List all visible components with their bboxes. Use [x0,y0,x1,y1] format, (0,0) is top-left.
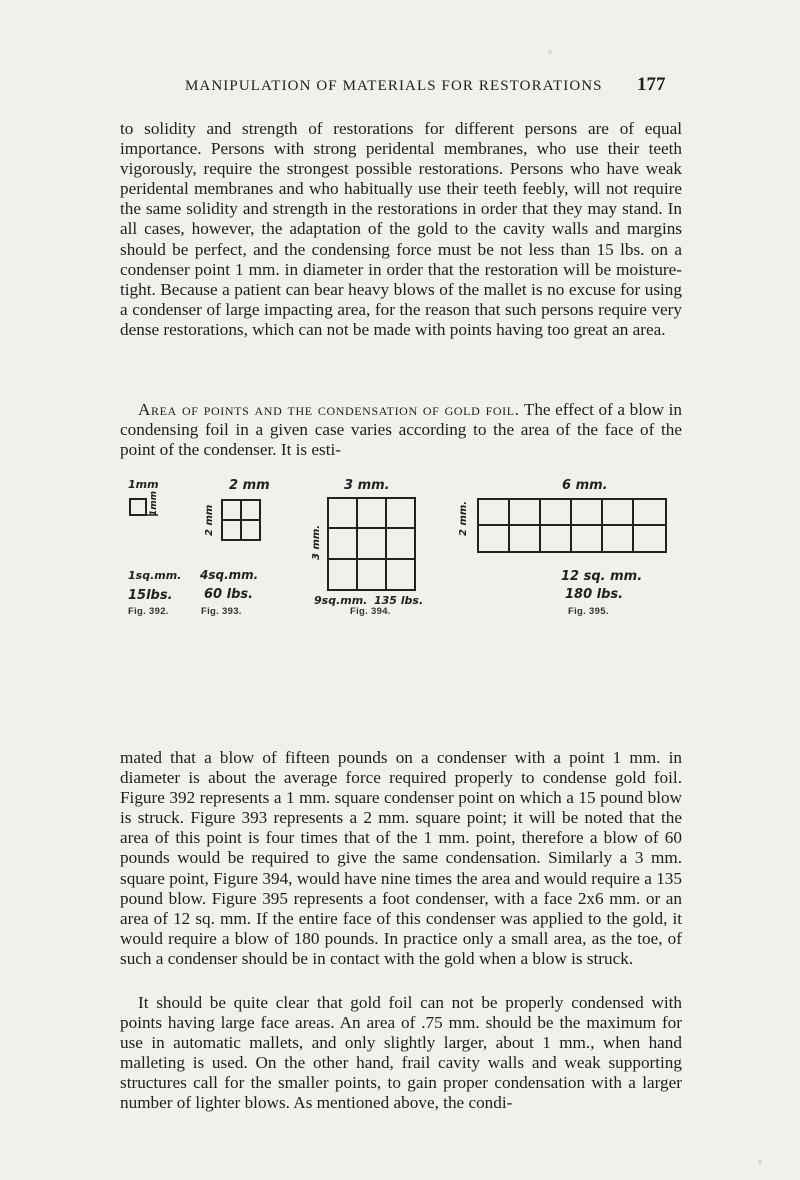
paragraph-3: mated that a blow of fifteen pounds on a condenser with a point 1 mm. in diameter is about the average force required properly to condense gold foil. Figure 392 represents a 1 mm. square condenser point on which a 15 pound blow is struck. Figure 393 represents a 2 mm. square point; it will be noted that the area of this point is four times that of the 1 mm. point, therefore a blow of 60 pounds would be required to give the same condensation. Similarly a 3 mm. square point, Figure 394, would have nine times the area and would require a 135 pound blow. Figure 395 represents a foot condenser, with a face 2x6 mm. or an area of 12 sq. mm. If the entire face of this condenser was applied to the gold, it would require a blow of 180 pounds. In practice only a small area, as the toe, of such a condenser should be in contact with the gold when a blow is struck. [120,748,682,968]
paragraph-1: to solidity and strength of restorations for different persons are of equal importance. Persons with strong peridental membranes, who use their teeth vigorously, require the strongest possible restorations. Persons who have weak peridental membranes and who habitually use their teeth feebly, will not require the same solidity and strength in the restorations in order that they may stand. In all cases, however, the adaptation of the gold to the cavity walls and margins should be perfect, and the condensing force must be not less than 15 lbs. on a condenser point 1 mm. in diameter in order that the restoration will be moisture-tight. Because a patient can bear heavy blows of the mallet is no excuse for using a condenser of large impacting area, for the reason that such persons require very dense restorations, which can not be made with points having too great an area. [120,119,682,339]
running-title: MANIPULATION OF MATERIALS FOR RESTORATIONS [185,78,603,94]
fig395-area: 12 sq. mm. [561,569,643,584]
fig392-top-label: 1mm [128,478,159,491]
figure-394 [300,478,430,618]
fig394-top-label: 3 mm. [344,478,390,493]
paragraph-2 [120,400,682,460]
fig393-top-label: 2 mm [229,478,270,493]
fig393-caption: Fig. 393. [201,606,242,617]
fig395-caption: Fig. 395. [568,606,609,617]
fig392-force: 15lbs. [128,588,173,603]
figure-395 [452,478,672,618]
paragraph-4: It should be quite clear that gold foil can not be properly condensed with points having large face areas. An area of .75 mm. should be the maximum for use in automatic mallets, and only slightly larger, about 1 mm., when hand malleting is used. On the other hand, frail cavity walls and weak supporting structures call for the smaller points, to gain proper condensation with a larger number of lighter blows. As mentioned above, the condi- [120,993,682,1113]
section-heading: Area of points and the condensation of gold foil. [138,400,520,419]
paragraph-2-body: The effect of a blow in condensing foil in a given case varies according to the area of the face of the point of the condenser. It is esti- [120,400,682,460]
fig393-force: 60 lbs. [204,587,254,602]
fig395-side-label: 2 mm. [458,500,469,536]
fig392-caption: Fig. 392. [128,606,169,617]
fig394-force: 135 lbs. [374,594,424,607]
fig394-side-label: 3 mm. [311,524,322,560]
fig395-top-label: 6 mm. [562,478,608,493]
figure-392 [128,478,188,618]
fig393-area: 4sq.mm. [200,568,259,582]
figure-393 [200,478,290,618]
fig395-force: 180 lbs. [565,587,624,602]
running-header [0,74,800,102]
page-number: 177 [637,74,666,95]
fig395-grid [452,478,672,618]
paper-speck [758,1160,762,1164]
fig394-caption: Fig. 394. [350,606,391,617]
fig393-side-label: 2 mm [204,504,215,536]
paper-speck [548,50,552,54]
fig392-side-label: 1mm [149,490,159,516]
fig394-area: 9sq.mm. [314,594,368,607]
fig392-area: 1sq.mm. [128,569,182,582]
